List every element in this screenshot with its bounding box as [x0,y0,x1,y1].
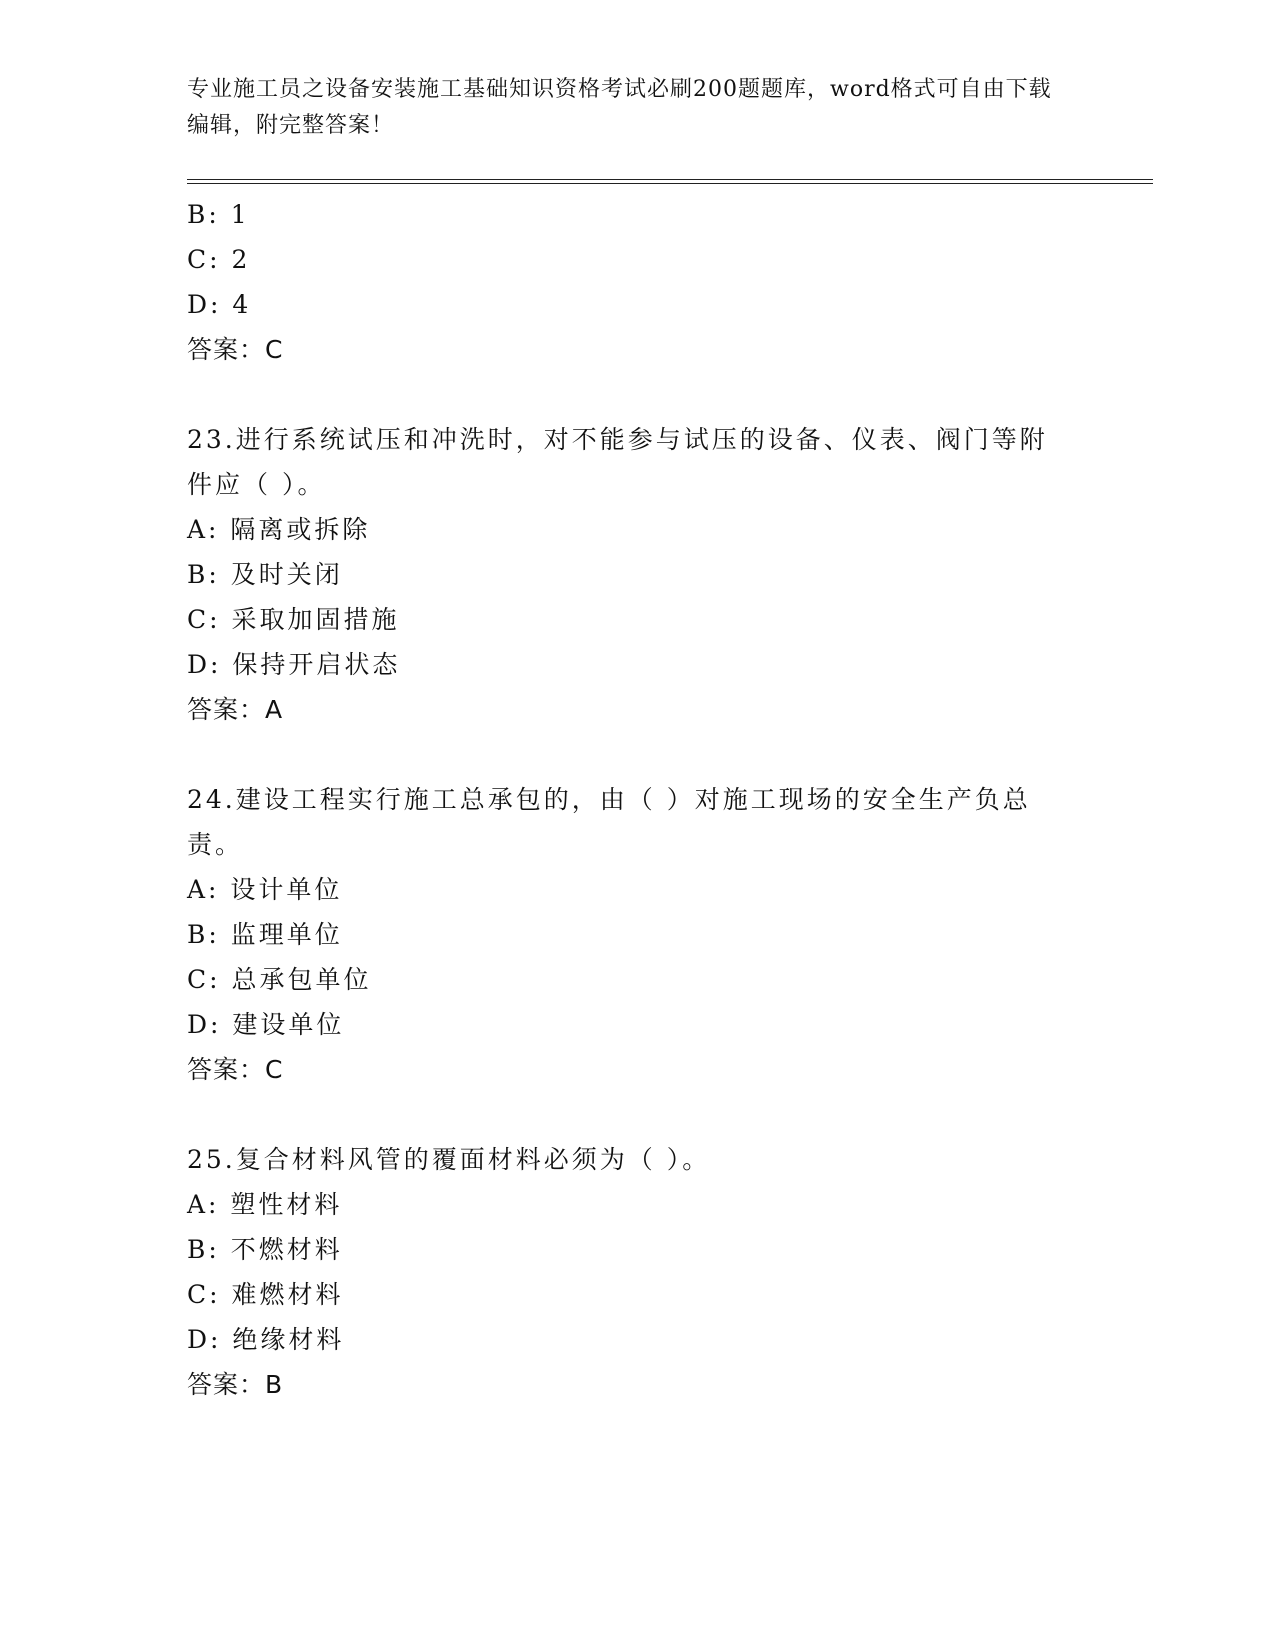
header-rule-top [187,179,1153,180]
option-b: B: 及时关闭 [187,560,343,589]
option-a: A: 塑性材料 [187,1190,343,1219]
question-22-continued [187,192,1087,372]
option-c: C: 采取加固措施 [187,605,400,634]
question-23 [187,417,1087,732]
header-rule-bottom [187,183,1153,184]
option-b: B: 不燃材料 [187,1235,343,1264]
option-c: C: 总承包单位 [187,965,372,994]
spacer [187,372,1087,417]
document-header: 专业施工员之设备安装施工基础知识资格考试必刷200题题库，word格式可自由下载编辑，附完整答案！ [187,77,1052,138]
answer-line: 答案：B [187,1370,284,1399]
option-d: D: 绝缘材料 [187,1325,345,1354]
option-a: A: 隔离或拆除 [187,515,371,544]
question-text: 24.建设工程实行施工总承包的，由（ ）对施工现场的安全生产负总责。 [187,785,1031,859]
answer-line: 答案：C [187,1055,284,1084]
option-d: D: 4 [187,290,252,319]
option-d: D: 建设单位 [187,1010,345,1039]
spacer [187,1092,1087,1137]
option-b: B: 监理单位 [187,920,343,949]
option-a: A: 设计单位 [187,875,343,904]
document-body [187,192,1087,1407]
option-c: C: 难燃材料 [187,1280,344,1309]
option-b: B: 1 [187,200,250,229]
option-d: D: 保持开启状态 [187,650,401,679]
question-24 [187,777,1087,1092]
question-text: 25.复合材料风管的覆面材料必须为（ ）。 [187,1145,711,1174]
answer-line: 答案：C [187,335,284,364]
spacer [187,732,1087,777]
question-text: 23.进行系统试压和冲洗时，对不能参与试压的设备、仪表、阀门等附件应（ ）。 [187,425,1048,499]
question-25 [187,1137,1087,1407]
option-c: C: 2 [187,245,251,274]
answer-line: 答案：A [187,695,284,724]
